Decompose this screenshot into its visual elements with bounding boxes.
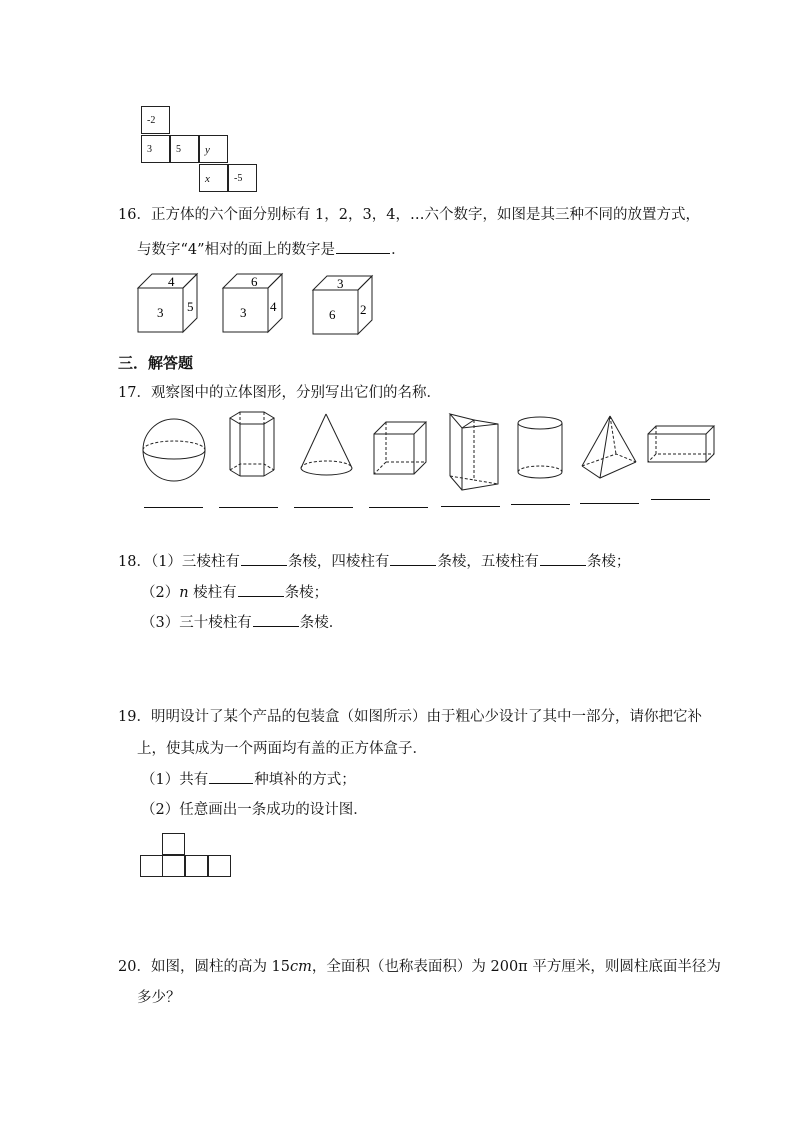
cube-3-top-label: 3: [337, 276, 344, 291]
q18-part3-text-b: 条棱．: [299, 615, 344, 631]
q17-answer-line-1[interactable]: [144, 507, 203, 508]
net-cell-label: 3: [147, 144, 152, 155]
cylinder-icon: [518, 417, 562, 478]
q16-line2: [137, 239, 406, 260]
q18-blank-5[interactable]: [253, 612, 299, 627]
cube-2-side-label: 4: [270, 299, 277, 314]
q18-part3: [141, 612, 343, 633]
net-cell-label: y: [205, 144, 210, 156]
q17-answer-line-4[interactable]: [369, 507, 428, 508]
q18-part2-text-c: 条棱；: [284, 585, 329, 601]
cone-icon: [301, 414, 352, 475]
q19-line1: 19．明明设计了某个产品的包装盒（如图所示）由于粗心少设计了其中一部分，请你把它补: [118, 709, 702, 725]
q20-line2: 多少？: [137, 990, 181, 1006]
q19-part1-text-b: 种填补的方式；: [254, 772, 356, 788]
q18-blank-2[interactable]: [390, 551, 436, 566]
sphere-icon: [143, 419, 205, 481]
q18-part2: [141, 582, 328, 603]
triangular-prism-icon: [450, 414, 498, 490]
cube-1: [138, 274, 197, 332]
box-net-cell: [140, 855, 163, 877]
net-cell-label: 5: [176, 144, 181, 155]
cube-icon: [374, 422, 426, 474]
cube-2-front-label: 3: [240, 305, 247, 320]
q16-line1: 16．正方体的六个面分别标有 1，2，3，4，…六个数字，如图是其三种不同的放置方式，: [118, 207, 700, 223]
net-cell: [141, 135, 170, 163]
q19-blank-1[interactable]: [209, 769, 253, 784]
hexagonal-prism-icon: [230, 412, 274, 476]
cube-2: [223, 274, 282, 332]
q17-answer-line-3[interactable]: [294, 507, 353, 508]
box-net-cell: [162, 833, 185, 855]
cube-2-top-label: 6: [251, 274, 258, 289]
q19-part1: [141, 769, 356, 790]
q18-part1-text-a: 18．（1）三棱柱有: [118, 554, 240, 570]
q19-box-net-figure: [140, 833, 234, 879]
cube-net-figure: [141, 106, 261, 192]
q16-cubes-figure: [132, 270, 382, 336]
cube-3: [313, 276, 372, 334]
cube-3-front-label: 6: [329, 307, 336, 322]
q17-answer-line-5[interactable]: [441, 506, 500, 507]
q16-answer-blank[interactable]: [336, 239, 390, 254]
q17-answer-line-2[interactable]: [219, 507, 278, 508]
q16-line2-text: 与数字“4”相对的面上的数字是: [137, 242, 336, 258]
net-cell: [199, 164, 228, 192]
box-net-cell: [185, 855, 208, 877]
q18-part1-text-c: 条棱，五棱柱有: [437, 554, 539, 570]
q17-answer-line-6[interactable]: [511, 504, 570, 505]
q18-part1: [118, 551, 630, 572]
cube-1-side-label: 5: [187, 299, 194, 314]
q17-answer-line-8[interactable]: [651, 499, 710, 500]
cube-1-front-label: 3: [157, 305, 164, 320]
q18-part3-text-a: （3）三十棱柱有: [141, 615, 252, 631]
q17-solids-figure: [136, 410, 726, 494]
net-cell: [170, 135, 199, 163]
box-net-cell: [208, 855, 231, 877]
net-cell-label: x: [205, 173, 210, 185]
q18-part1-text-d: 条棱；: [586, 554, 631, 570]
net-cell: [228, 164, 257, 192]
q18-blank-1[interactable]: [241, 551, 287, 566]
net-cell: [141, 106, 170, 134]
q16-line2-end: ．: [391, 242, 406, 258]
q18-part2-text-b: 棱柱有: [188, 585, 237, 601]
q17-text: 17．观察图中的立体图形，分别写出它们的名称．: [118, 385, 441, 401]
cube-3-side-label: 2: [360, 302, 367, 317]
q19-part2: （2）任意画出一条成功的设计图．: [141, 802, 368, 818]
q19-line2: 上，使其成为一个两面均有盖的正方体盒子．: [137, 741, 427, 757]
q17-answer-line-7[interactable]: [580, 503, 639, 504]
q18-part2-text-a: （2）: [141, 585, 180, 601]
net-cell: [199, 135, 228, 163]
q20-line1-text-a: 20．如图，圆柱的高为 15: [118, 959, 291, 975]
q18-part2-n: n: [179, 585, 189, 601]
pyramid-icon: [582, 416, 636, 478]
q18-blank-4[interactable]: [238, 582, 284, 597]
q20-line1-text-b: ，全面积（也称表面积）为 200π 平方厘米，则圆柱底面半径为: [311, 959, 721, 975]
box-net-cell: [162, 855, 185, 877]
q20-line1: [118, 957, 721, 977]
section-heading: 三．解答题: [118, 354, 194, 372]
q19-part1-text-a: （1）共有: [141, 772, 209, 788]
q18-blank-3[interactable]: [540, 551, 586, 566]
net-cell-label: -2: [147, 115, 156, 126]
q18-part1-text-b: 条棱，四棱柱有: [287, 554, 390, 570]
q20-unit: cm: [290, 959, 312, 975]
net-cell-label: -5: [234, 173, 243, 184]
cuboid-icon: [648, 426, 714, 462]
cube-1-top-label: 4: [168, 274, 175, 289]
